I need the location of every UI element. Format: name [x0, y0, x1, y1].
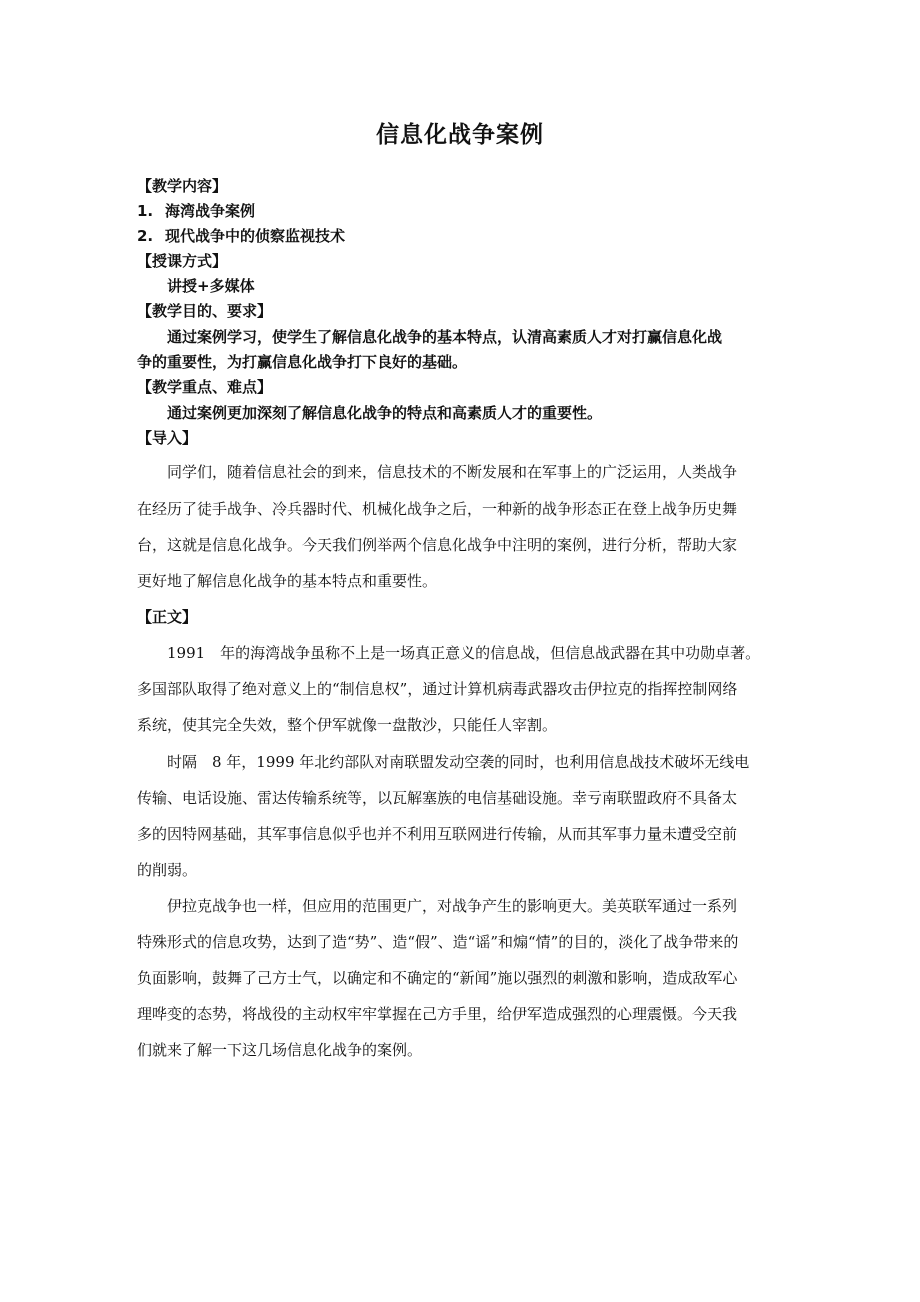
- paragraph-line: 伊拉克战争也一样，但应用的范围更广，对战争产生的影响更大。美英联军通过一系列: [167, 897, 738, 915]
- section-heading-content: 【教学内容】: [137, 177, 228, 195]
- intro-line: 同学们，随着信息社会的到来，信息技术的不断发展和在军事上的广泛运用，人类战争: [167, 463, 738, 481]
- paragraph-line: 传输、电话设施、雷达传输系统等，以瓦解塞族的电信基础设施。幸亏南联盟政府不具备太: [137, 789, 738, 807]
- list-item-text: 海湾战争案例: [165, 202, 256, 220]
- section-heading-purpose: 【教学目的、要求】: [137, 302, 273, 320]
- section-heading-main: 【正文】: [137, 608, 198, 626]
- purpose-line: 通过案例学习，使学生了解信息化战争的基本特点，认清高素质人才对打赢信息化战: [167, 328, 723, 346]
- intro-line: 台，这就是信息化战争。今天我们例举两个信息化战争中注明的案例，进行分析，帮助大家: [137, 536, 738, 554]
- paragraph-line: 系统，使其完全失效，整个伊军就像一盘散沙，只能任人宰割。: [137, 716, 558, 734]
- method-text: 讲授+多媒体: [167, 277, 255, 295]
- intro-line: 在经历了徒手战争、冷兵器时代、机械化战争之后，一种新的战争形态正在登上战争历史舞: [137, 500, 738, 518]
- list-item: [137, 225, 345, 247]
- list-item-number: 1.: [137, 202, 154, 220]
- list-item-number: 2.: [137, 227, 154, 245]
- focus-text: 通过案例更加深刻了解信息化战争的特点和高素质人才的重要性。: [167, 404, 603, 422]
- purpose-line: 争的重要性，为打赢信息化战争打下良好的基础。: [137, 353, 468, 371]
- intro-line: 更好地了解信息化战争的基本特点和重要性。: [137, 572, 438, 590]
- paragraph-line: 1991 年的海湾战争虽称不上是一场真正意义的信息战，但信息战武器在其中功勋卓著。: [167, 644, 761, 662]
- paragraph-line: 们就来了解一下这几场信息化战争的案例。: [137, 1041, 423, 1059]
- paragraph-line: 特殊形式的信息攻势，达到了造“势”、造“假”、造“谣”和煽“情”的目的，淡化了战争带来的: [137, 933, 739, 951]
- list-item: [137, 200, 255, 222]
- paragraph-line: 时隔 8 年，1999 年北约部队对南联盟发动空袭的同时，也利用信息战技术破坏无线电: [167, 753, 750, 771]
- document-title: 信息化战争案例: [376, 122, 544, 148]
- paragraph-line: 的削弱。: [137, 861, 198, 879]
- paragraph-line: 多的因特网基础，其军事信息似乎也并不利用互联网进行传输，从而其军事力量未遭受空前: [137, 825, 738, 843]
- paragraph-line: 理哗变的态势，将战役的主动权牢牢掌握在己方手里，给伊军造成强烈的心理震慑。今天我: [137, 1005, 738, 1023]
- section-heading-focus: 【教学重点、难点】: [137, 378, 273, 396]
- section-heading-method: 【授课方式】: [137, 252, 228, 270]
- paragraph-line: 多国部队取得了绝对意义上的“制信息权”，通过计算机病毒武器攻击伊拉克的指挥控制网络: [137, 680, 738, 698]
- paragraph-line: 负面影响，鼓舞了己方士气，以确定和不确定的“新闻”施以强烈的刺激和影响，造成敌军心: [137, 969, 738, 987]
- list-item-text: 现代战争中的侦察监视技术: [165, 227, 346, 245]
- section-heading-intro: 【导入】: [137, 429, 198, 447]
